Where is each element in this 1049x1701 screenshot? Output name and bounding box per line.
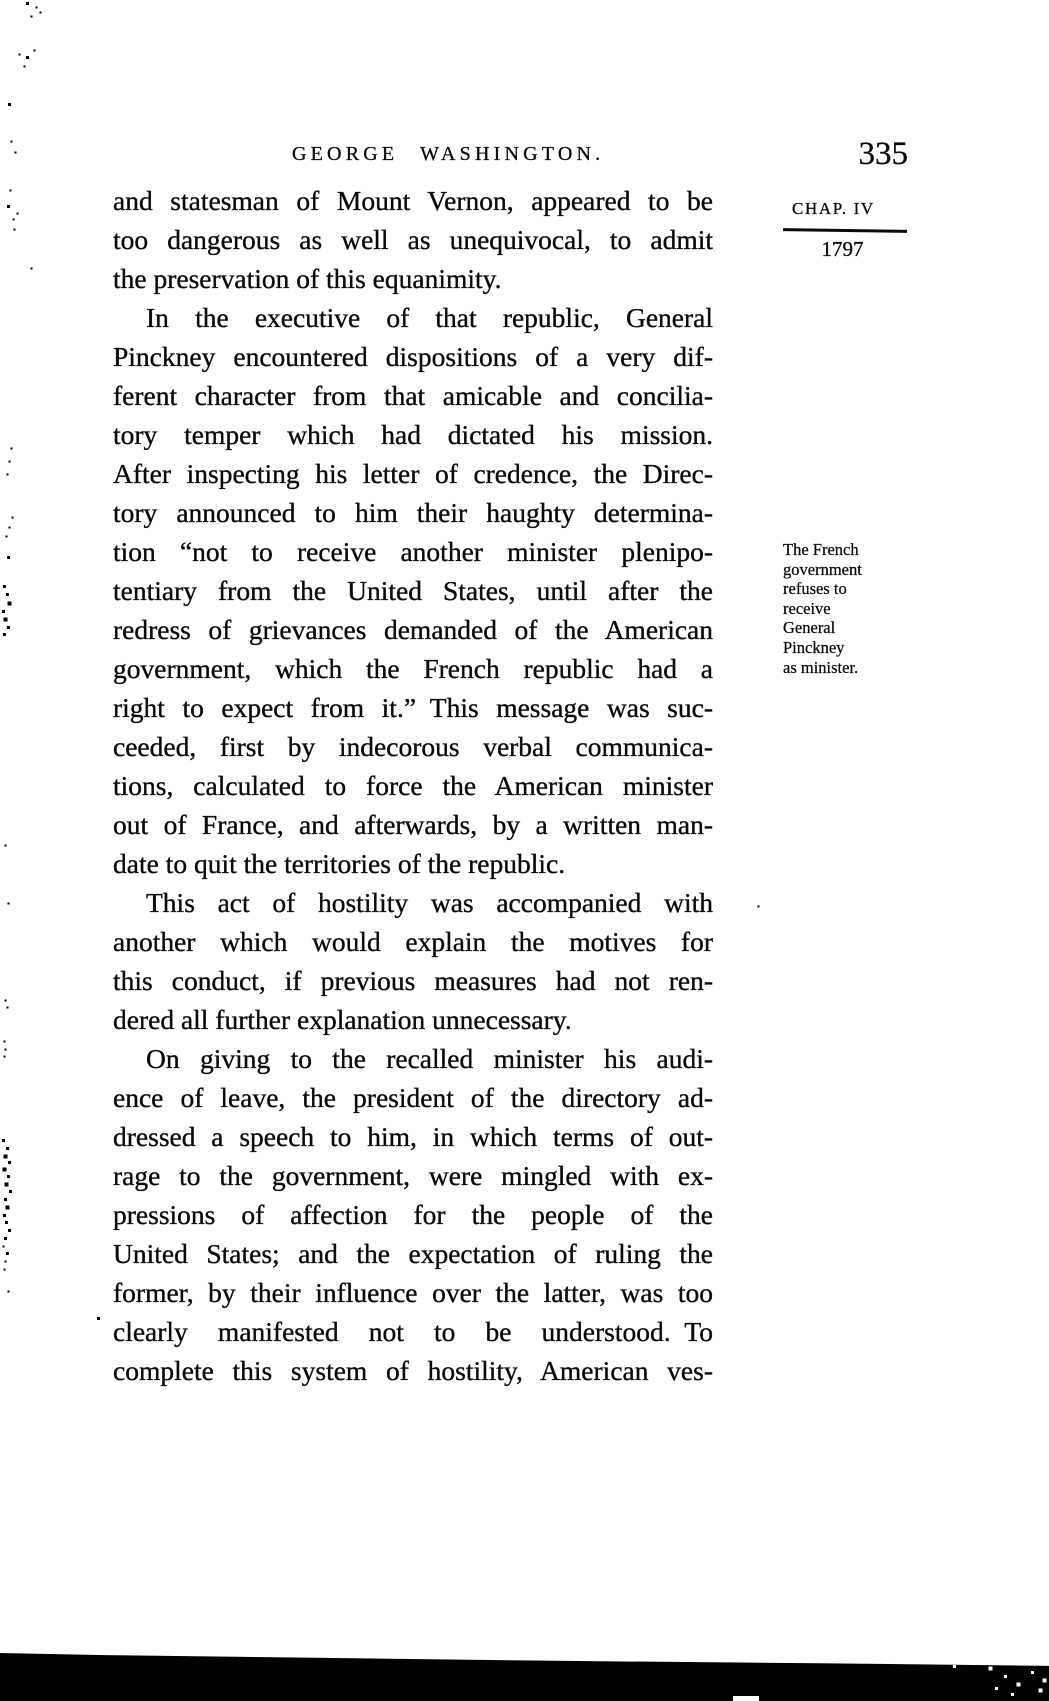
margin-note-line: General <box>783 618 836 638</box>
body-text-column <box>113 181 713 1390</box>
text-line: former, by their influence over the latter, was too <box>113 1277 713 1308</box>
text-line: On giving to the recalled minister his audi- <box>146 1043 713 1074</box>
year-sidehead: 1797 <box>821 237 864 261</box>
text-line: pressions of affection for the people of the <box>113 1199 713 1230</box>
scan-band-white-notch <box>733 1696 759 1701</box>
text-line: dressed a speech to him, in which terms of out- <box>113 1121 713 1152</box>
scan-band-white-speckles <box>0 0 1 1</box>
margin-note-line: receive <box>783 598 831 618</box>
text-line: redress of grievances demanded of the American <box>113 614 713 645</box>
text-line: this conduct, if previous measures had not ren- <box>113 965 713 996</box>
text-line: dered all further explanation unnecessary. <box>113 1004 572 1035</box>
margin-note-line: government <box>783 559 862 579</box>
text-line: clearly manifested not to be understood. To <box>113 1316 713 1347</box>
text-line: right to expect from it.” This message was suc- <box>113 692 713 723</box>
text-line: and statesman of Mount Vernon, appeared to be <box>113 185 713 216</box>
text-line: date to quit the territories of the republic. <box>113 848 566 879</box>
sidehead-divider-rule <box>783 228 907 233</box>
margin-note-line: Pinckney <box>783 637 845 657</box>
margin-note <box>783 540 918 677</box>
text-line: too dangerous as well as unequivocal, to admit <box>113 224 713 255</box>
text-line: After inspecting his letter of credence, the Direc- <box>113 458 713 489</box>
text-line: complete this system of hostility, American ves- <box>113 1355 713 1386</box>
text-line: tion “not to receive another minister plenipo- <box>113 536 713 567</box>
text-line: tory announced to him their haughty determina- <box>113 497 713 528</box>
text-line: ence of leave, the president of the directory ad- <box>113 1082 713 1113</box>
text-line: government, which the French republic had a <box>113 653 713 684</box>
text-line: United States; and the expectation of ruling the <box>113 1238 713 1269</box>
text-line: In the executive of that republic, General <box>146 302 713 333</box>
text-line: rage to the government, were mingled with ex- <box>113 1160 713 1191</box>
text-line: another which would explain the motives for <box>113 926 713 957</box>
running-header-title: GEORGE WASHINGTON. <box>292 143 605 165</box>
margin-note-line: The French <box>783 540 859 559</box>
chapter-sidehead: CHAP. IV <box>792 199 875 218</box>
text-line: tions, calculated to force the American minister <box>113 770 713 801</box>
text-line: tory temper which had dictated his mission. <box>113 419 713 450</box>
text-line: This act of hostility was accompanied with <box>146 887 713 918</box>
bottom-scan-artifact-band <box>0 1647 1049 1701</box>
text-line: ferent character from that amicable and concilia- <box>113 380 713 411</box>
text-line: Pinckney encountered dispositions of a very dif- <box>113 341 713 372</box>
text-line: the preservation of this equanimity. <box>113 263 502 294</box>
page-number: 335 <box>858 136 908 172</box>
text-line: ceeded, first by indecorous verbal communica- <box>113 731 713 762</box>
text-line: tentiary from the United States, until after the <box>113 575 713 606</box>
margin-note-line: refuses to <box>783 579 847 599</box>
text-line: out of France, and afterwards, by a written man- <box>113 809 713 840</box>
margin-note-line: as minister. <box>783 657 859 677</box>
